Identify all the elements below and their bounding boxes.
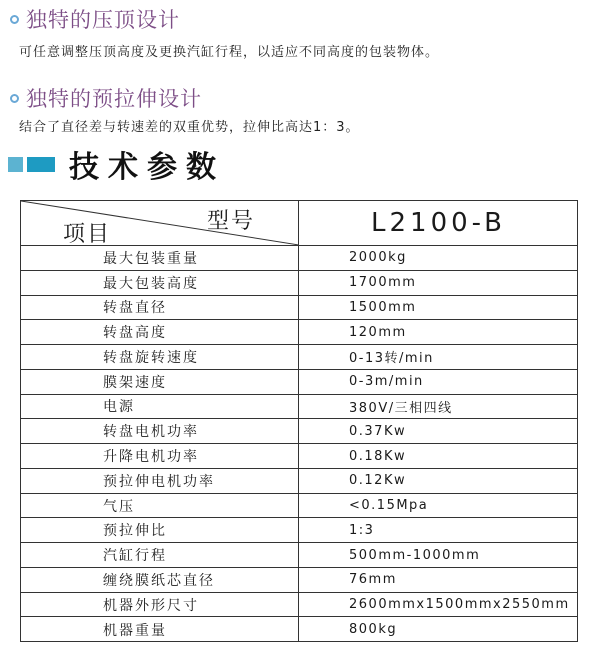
table-row (21, 419, 577, 444)
feature-description-1: 可任意调整压顶高度及更换汽缸行程，以适应不同高度的包装物体。 (19, 45, 440, 60)
table-row (21, 370, 577, 395)
table-row (21, 345, 577, 370)
table-row (21, 593, 577, 618)
section-marker-bar (27, 157, 55, 172)
parameter-name: 汽缸行程 (21, 543, 299, 567)
table-row (21, 543, 577, 568)
table-row (21, 444, 577, 469)
header-diagonal-cell (21, 201, 299, 245)
parameter-value: 0.18Kw (349, 448, 407, 464)
table-row (21, 271, 577, 296)
parameter-name: 最大包装重量 (21, 246, 299, 270)
parameter-value: 0.37Kw (349, 423, 407, 439)
table-header-row (21, 201, 577, 246)
table-row (21, 494, 577, 519)
parameter-name: 缠绕膜纸芯直径 (21, 568, 299, 592)
bullet-icon (10, 94, 19, 103)
parameter-name: 升降电机功率 (21, 444, 299, 468)
feature-title-1 (10, 4, 180, 34)
table-row (21, 617, 577, 642)
table-body (21, 246, 577, 642)
table-row (21, 395, 577, 420)
parameter-value: 2000kg (349, 250, 407, 266)
parameter-name: 膜架速度 (21, 370, 299, 394)
feature-description-2: 结合了直径差与转速差的双重优势，拉伸比高达1：3。 (19, 120, 360, 135)
feature-title-text: 独特的预拉伸设计 (26, 87, 202, 111)
table-row (21, 246, 577, 271)
table-row (21, 469, 577, 494)
parameter-value: 1700mm (349, 275, 417, 291)
parameter-value: <0.15Mpa (349, 498, 429, 514)
bullet-icon (10, 15, 19, 24)
parameter-name: 预拉伸比 (21, 518, 299, 542)
parameter-name: 电源 (21, 395, 299, 419)
table-row (21, 568, 577, 593)
header-model-label: 型号 (207, 209, 256, 234)
table-row (21, 518, 577, 543)
parameter-value: 0.12Kw (349, 473, 407, 489)
parameter-value: 380V/三相四线 (349, 400, 453, 416)
parameter-value: 500mm-1000mm (349, 547, 481, 563)
feature-title-text: 独特的压顶设计 (26, 8, 180, 32)
parameter-name: 气压 (21, 494, 299, 518)
parameter-name: 转盘旋转速度 (21, 345, 299, 369)
parameter-value: 800kg (349, 622, 398, 638)
section-title: 技术参数 (69, 150, 225, 185)
parameter-name: 转盘高度 (21, 320, 299, 344)
section-marker-icon (8, 157, 23, 172)
parameter-value: 0-3m/min (349, 374, 424, 390)
parameter-value: 2600mmx1500mmx2550mm (349, 597, 570, 613)
parameter-value: 76mm (349, 572, 397, 588)
parameter-value: 1500mm (349, 299, 417, 315)
parameter-name: 机器外形尺寸 (21, 593, 299, 617)
model-name: L2100-B (371, 208, 506, 238)
parameter-name: 预拉伸电机功率 (21, 469, 299, 493)
parameter-value: 1:3 (349, 522, 375, 538)
table-row (21, 320, 577, 345)
spec-table (20, 200, 578, 642)
header-item-label: 项目 (63, 222, 112, 245)
parameter-value: 0-13转/min (349, 351, 434, 367)
parameter-name: 最大包装高度 (21, 271, 299, 295)
parameter-name: 转盘直径 (21, 296, 299, 320)
parameter-name: 转盘电机功率 (21, 419, 299, 443)
parameter-name: 机器重量 (21, 617, 299, 642)
feature-title-2 (10, 83, 202, 113)
parameter-value: 120mm (349, 324, 407, 340)
section-header (8, 142, 225, 186)
table-row (21, 296, 577, 321)
